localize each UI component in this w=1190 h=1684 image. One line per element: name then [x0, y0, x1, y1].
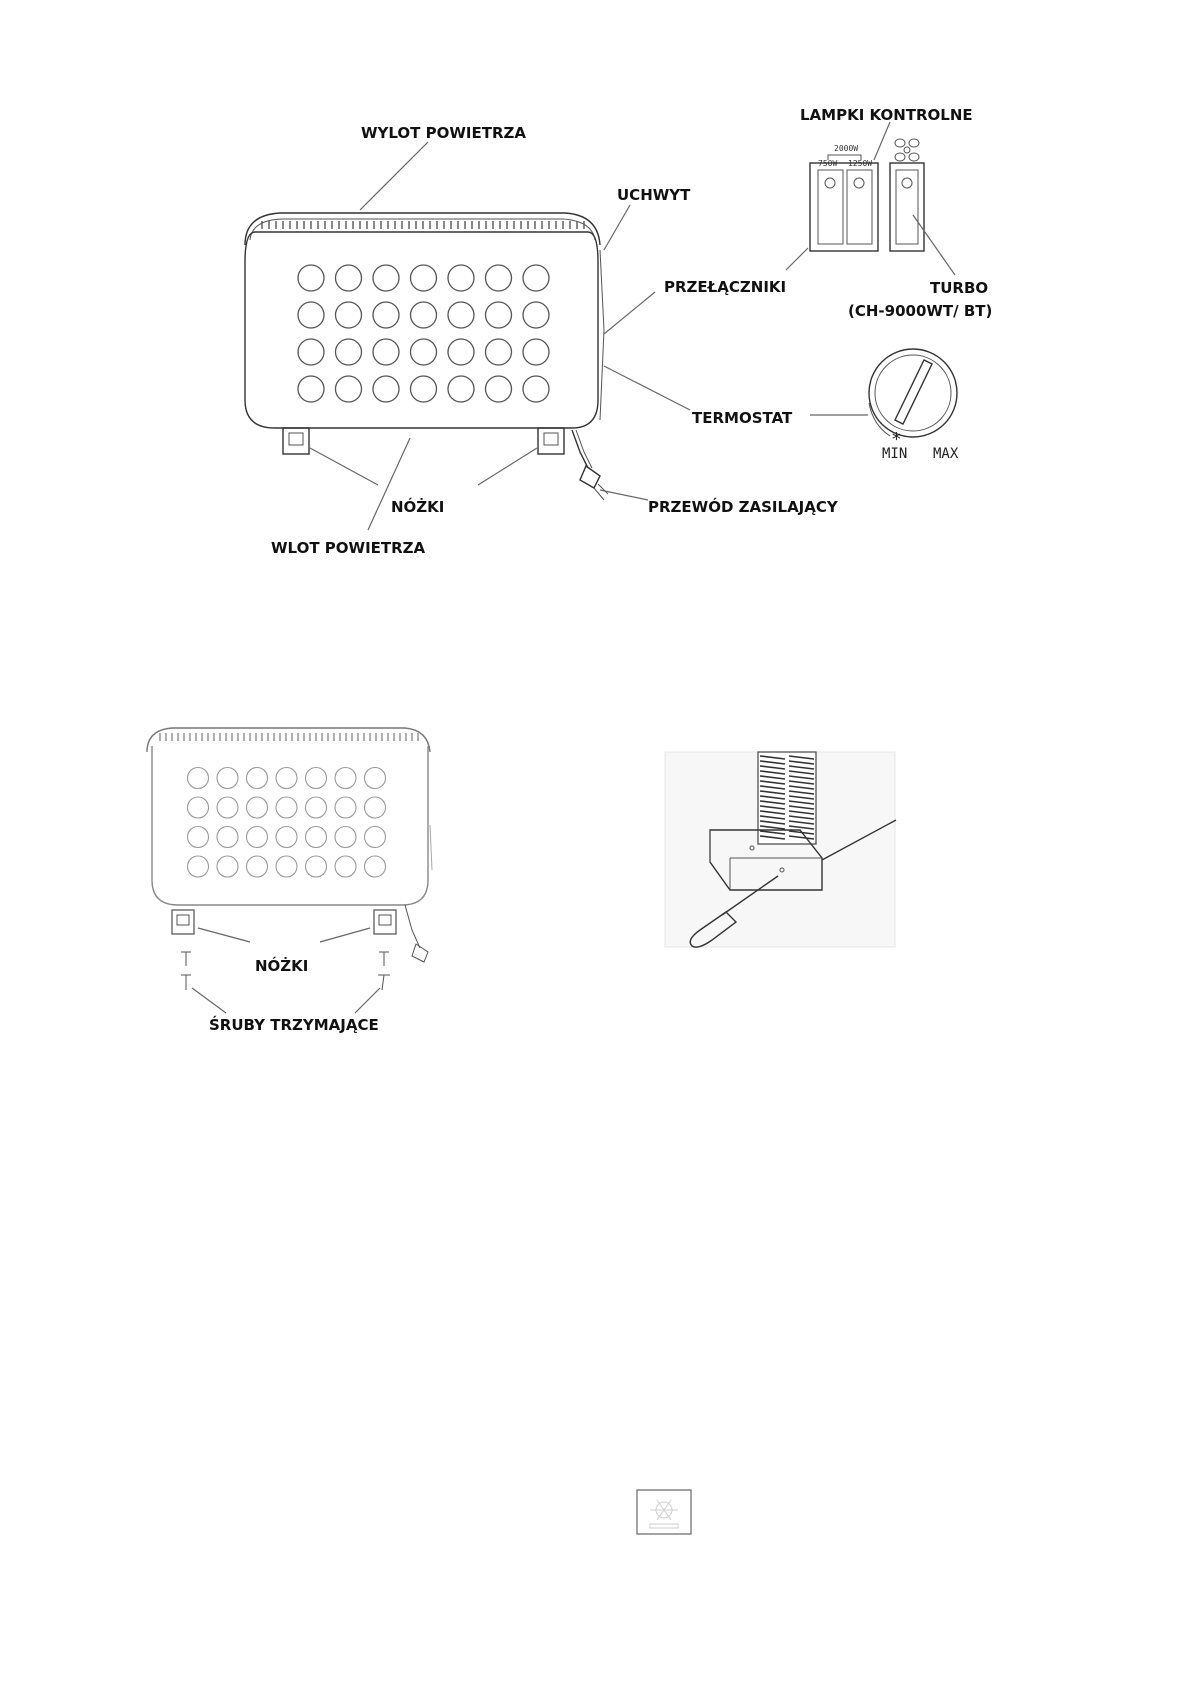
panel-hole	[298, 302, 324, 328]
panel-hole	[411, 376, 437, 402]
panel-hole	[276, 797, 297, 818]
panel-hole	[247, 856, 268, 877]
left-foot	[283, 428, 309, 454]
panel-hole	[276, 827, 297, 848]
figure1-labels	[271, 106, 992, 557]
panel-hole	[523, 376, 549, 402]
panel-hole	[411, 302, 437, 328]
label-feet: NÓŻKI	[391, 498, 445, 516]
label-handle: UCHWYT	[617, 186, 691, 204]
panel-hole	[306, 827, 327, 848]
panel-hole	[523, 339, 549, 365]
thermostat-max: MAX	[933, 446, 959, 462]
label-turbo-models: (CH-9000WT/ BT)	[848, 302, 993, 320]
panel-hole	[298, 265, 324, 291]
panel-hole	[373, 376, 399, 402]
thermostat-min: MIN	[882, 446, 908, 462]
panel-hole	[365, 856, 386, 877]
label-fixing-screws: ŚRUBY TRZYMAJĄCE	[209, 1016, 379, 1034]
panel-hole	[276, 856, 297, 877]
panel-hole	[247, 768, 268, 789]
heater-feet-assembly-view	[147, 728, 432, 1034]
panel-hole	[448, 339, 474, 365]
panel-hole	[247, 827, 268, 848]
panel-hole	[298, 376, 324, 402]
panel-hole	[188, 827, 209, 848]
panel-hole	[411, 265, 437, 291]
panel-hole	[217, 856, 238, 877]
panel-hole	[448, 265, 474, 291]
panel-hole	[486, 339, 512, 365]
power-cord-plug-2	[405, 905, 428, 962]
switch-label-2000w: 2000W	[834, 144, 859, 153]
label-indicator-lights: LAMPKI KONTROLNE	[800, 106, 973, 124]
thermostat-knob	[810, 349, 959, 462]
panel-hole	[306, 768, 327, 789]
panel-hole	[365, 827, 386, 848]
panel-hole	[373, 265, 399, 291]
label-air-outlet: WYLOT POWIETRZA	[361, 124, 527, 142]
panel-hole	[306, 797, 327, 818]
panel-hole	[276, 768, 297, 789]
thermostat-marker: *	[891, 429, 902, 450]
front-panel-holes-2	[188, 768, 386, 878]
panel-hole	[448, 376, 474, 402]
panel-hole	[336, 339, 362, 365]
panel-hole	[335, 856, 356, 877]
panel-hole	[523, 265, 549, 291]
panel-hole	[217, 827, 238, 848]
top-grille-slots-2	[160, 733, 418, 741]
switch-label-1250w: 1250W	[848, 159, 873, 168]
top-grille-slots	[262, 221, 584, 229]
footer-logo	[637, 1490, 691, 1534]
panel-hole	[365, 797, 386, 818]
panel-hole	[217, 768, 238, 789]
panel-hole	[335, 827, 356, 848]
panel-hole	[188, 856, 209, 877]
heater-front-view	[245, 213, 608, 500]
panel-hole	[336, 302, 362, 328]
power-cord-plug	[572, 430, 608, 500]
panel-hole	[523, 302, 549, 328]
panel-hole	[298, 339, 324, 365]
label-switches: PRZEŁĄCZNIKI	[664, 278, 787, 296]
panel-hole	[336, 265, 362, 291]
panel-hole	[411, 339, 437, 365]
fan-icon	[895, 139, 919, 161]
left-foot-2	[172, 910, 194, 934]
panel-hole	[486, 265, 512, 291]
panel-hole	[335, 768, 356, 789]
panel-hole	[188, 797, 209, 818]
panel-hole	[486, 302, 512, 328]
panel-hole	[188, 768, 209, 789]
front-panel-holes	[298, 265, 549, 402]
panel-hole	[335, 797, 356, 818]
panel-hole	[365, 768, 386, 789]
panel-hole	[486, 376, 512, 402]
panel-hole	[373, 302, 399, 328]
panel-hole	[247, 797, 268, 818]
panel-hole	[373, 339, 399, 365]
foot-screw-assembly-view	[665, 752, 896, 947]
panel-hole	[306, 856, 327, 877]
right-foot	[538, 428, 564, 454]
panel-hole	[336, 376, 362, 402]
label-feet-2: NÓŻKI	[255, 957, 309, 975]
label-turbo: TURBO	[930, 279, 989, 297]
switch-label-750w: 750W	[818, 159, 838, 168]
switch-panel-detail	[786, 122, 955, 275]
label-thermostat: TERMOSTAT	[692, 409, 793, 427]
panel-hole	[217, 797, 238, 818]
panel-hole	[448, 302, 474, 328]
label-air-inlet: WLOT POWIETRZA	[271, 539, 426, 557]
label-power-cord: PRZEWÓD ZASILAJĄCY	[648, 498, 838, 516]
right-foot-2	[374, 910, 396, 934]
